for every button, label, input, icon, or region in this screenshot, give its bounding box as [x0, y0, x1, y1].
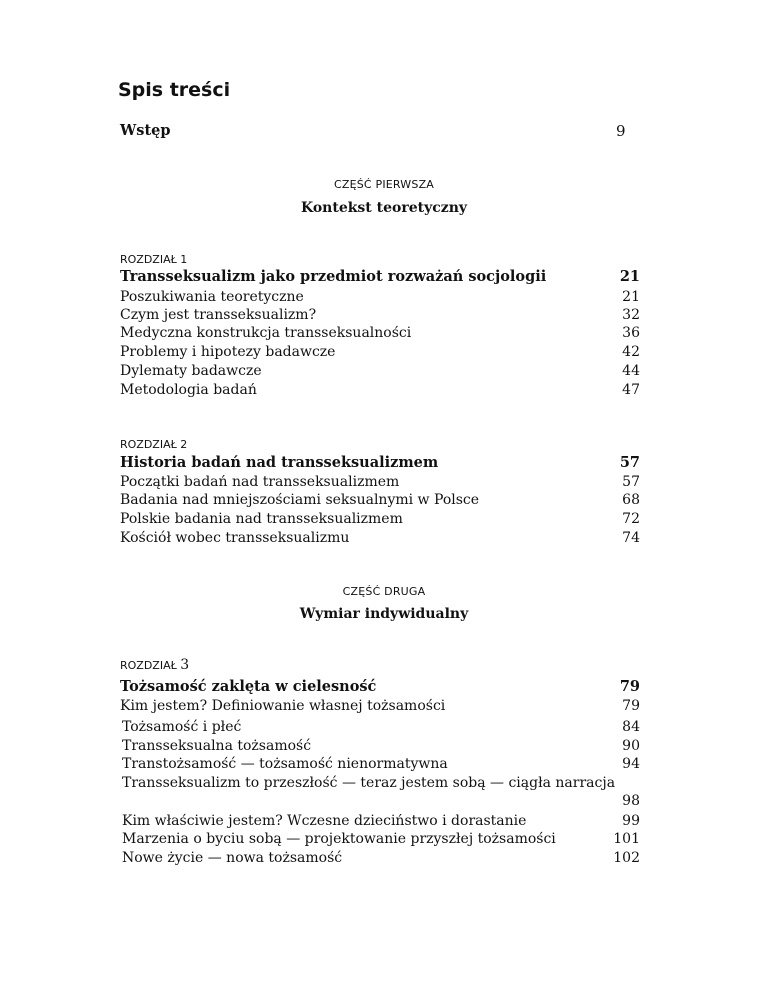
- toc-entry-page: 79: [619, 678, 640, 695]
- toc-entry: [120, 830, 640, 848]
- toc-entry-page: 98: [622, 793, 640, 809]
- toc-entry: [120, 473, 640, 491]
- toc-entry: [120, 343, 640, 361]
- toc-entry: [120, 362, 640, 380]
- toc-entry-wrapped: [122, 774, 640, 810]
- toc-entry-page: 42: [622, 344, 640, 360]
- toc-entry-page: 72: [622, 511, 640, 527]
- toc-entry-page: 68: [622, 492, 640, 508]
- toc-entry-title: Medyczna konstrukcja transseksualności: [120, 325, 412, 341]
- toc-entry-page: 21: [619, 268, 640, 285]
- toc-entry: [120, 849, 640, 867]
- toc-entry: [120, 510, 640, 528]
- toc-entry-title: Badania nad mniejszościami seksualnymi w Polsce: [120, 492, 480, 508]
- toc-entry: [120, 381, 640, 399]
- toc-entry-page: 99: [622, 813, 640, 829]
- toc-entry-page: 21: [622, 289, 640, 305]
- toc-entry-page: 74: [622, 530, 640, 546]
- toc-entry-page: 36: [622, 325, 640, 341]
- toc-entry: [120, 718, 640, 736]
- part-title: Kontekst teoretyczny: [300, 200, 468, 216]
- toc-entry: [120, 697, 640, 715]
- toc-entry-page: 32: [622, 307, 640, 323]
- toc-entry: [120, 755, 640, 773]
- toc-entry-title: Metodologia badań: [120, 382, 257, 398]
- toc-entry: [120, 812, 640, 830]
- chapter-label: ROZDZIAŁ 1: [120, 253, 188, 266]
- part-label: CZĘŚĆ PIERWSZA: [333, 178, 435, 191]
- toc-chapter-heading: [120, 268, 640, 286]
- toc-entry-title: Tożsamość zaklęta w cielesność: [120, 678, 377, 695]
- toc-entry-title: Kim jestem? Definiowanie własnej tożsamości: [120, 698, 446, 714]
- toc-entry-title: Dylematy badawcze: [120, 363, 262, 379]
- toc-entry: [120, 324, 640, 342]
- toc-entry: [120, 306, 640, 324]
- toc-entry-title: Polskie badania nad transseksualizmem: [120, 511, 403, 527]
- toc-entry-title: Poszukiwania teoretyczne: [120, 289, 304, 305]
- toc-chapter-heading: [120, 454, 640, 472]
- toc-entry-title: Transseksualizm to przeszłość — teraz jestem sobą — ciągła narracja: [122, 775, 616, 791]
- chapter-label: [120, 657, 189, 673]
- toc-entry-title: Marzenia o byciu sobą — projektowanie przyszłej tożsamości: [122, 831, 556, 847]
- toc-entry-title: Kim właściwie jestem? Wczesne dzieciństwo i dorastanie: [122, 813, 527, 829]
- toc-entry-page: 57: [619, 454, 640, 471]
- toc-entry-title: Transseksualna tożsamość: [122, 738, 312, 754]
- toc-entry-title: Początki badań nad transseksualizmem: [120, 474, 400, 490]
- toc-entry-title: Kościół wobec transseksualizmu: [120, 530, 350, 546]
- toc-entry-page: 84: [622, 719, 640, 735]
- toc-entry-page: 94: [622, 756, 640, 772]
- toc-entry-page: 90: [622, 738, 640, 754]
- chapter-number: 3: [180, 657, 190, 673]
- part-label: CZĘŚĆ DRUGA: [342, 585, 426, 598]
- toc-entry: [120, 288, 640, 306]
- toc-entry-page: 102: [613, 850, 640, 866]
- toc-entry-title: Nowe życie — nowa tożsamość: [122, 850, 343, 866]
- toc-entry-page: 44: [622, 363, 640, 379]
- toc-entry-page: 79: [622, 698, 640, 714]
- chapter-label-text: ROZDZIAŁ: [120, 659, 177, 672]
- part-title: Wymiar indywidualny: [299, 606, 469, 622]
- toc-entry: [120, 491, 640, 509]
- toc-entry-title: Historia badań nad transseksualizmem: [120, 454, 439, 471]
- toc-entry-title: Transseksualizm jako przedmiot rozważań socjologii: [120, 268, 547, 285]
- toc-entry-page: 57: [622, 474, 640, 490]
- page-title: Spis treści: [118, 79, 231, 101]
- toc-chapter-heading: [120, 678, 640, 696]
- chapter-label: ROZDZIAŁ 2: [120, 438, 188, 451]
- toc-entry-title: Problemy i hipotezy badawcze: [120, 344, 336, 360]
- toc-entry: [120, 737, 640, 755]
- toc-entry-intro: Wstęp: [120, 122, 171, 139]
- toc-entry-page: 47: [622, 382, 640, 398]
- toc-entry-title: Tożsamość i płeć: [122, 719, 242, 735]
- toc-entry: [120, 529, 640, 547]
- toc-entry-page: 101: [613, 831, 640, 847]
- toc-entry-title: Czym jest transseksualizm?: [120, 307, 317, 323]
- toc-page-intro: 9: [616, 122, 626, 140]
- toc-entry-title: Transtożsamość — tożsamość nienormatywna: [122, 756, 448, 772]
